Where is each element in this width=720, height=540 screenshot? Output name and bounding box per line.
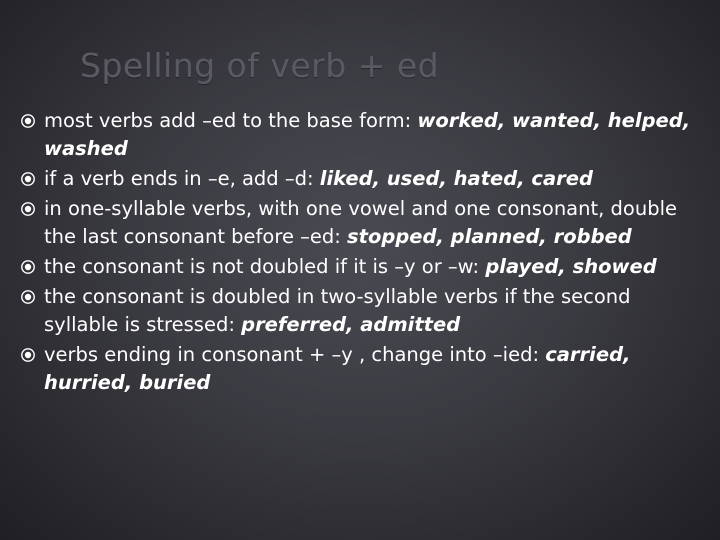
list-item bbox=[20, 341, 710, 397]
list-item bbox=[20, 283, 710, 339]
bullet-text bbox=[42, 283, 710, 339]
example-words: worked, wanted, helped, washed bbox=[44, 109, 691, 160]
target-circle-icon bbox=[20, 341, 42, 369]
rule-text: verbs ending in consonant + –y , change into –ied: bbox=[44, 343, 546, 366]
rule-text: in one-syllable verbs, with one vowel and one consonant, double the last consonant before –ed: bbox=[44, 197, 677, 248]
bullet-text bbox=[42, 165, 710, 193]
bullet-text bbox=[42, 195, 710, 251]
bullet-list bbox=[20, 107, 710, 399]
list-item bbox=[20, 107, 710, 163]
rule-text: the consonant is doubled in two-syllable verbs if the second syllable is stressed: bbox=[44, 285, 631, 336]
bullet-text bbox=[42, 253, 710, 281]
target-circle-icon bbox=[20, 253, 42, 281]
rule-text: the consonant is not doubled if it is –y or –w: bbox=[44, 255, 486, 278]
list-item bbox=[20, 165, 710, 193]
target-circle-icon bbox=[20, 165, 42, 193]
bullet-text bbox=[42, 107, 710, 163]
list-item bbox=[20, 253, 710, 281]
example-words: played, showed bbox=[485, 255, 657, 278]
bullet-text bbox=[42, 341, 710, 397]
example-words: carried, hurried, buried bbox=[44, 343, 631, 394]
rule-text: most verbs add –ed to the base form: bbox=[44, 109, 418, 132]
target-circle-icon bbox=[20, 283, 42, 311]
example-words: liked, used, hated, cared bbox=[319, 167, 593, 190]
slide-title: Spelling of verb + ed bbox=[80, 46, 440, 85]
example-words: stopped, planned, robbed bbox=[347, 225, 632, 248]
target-circle-icon bbox=[20, 107, 42, 135]
list-item bbox=[20, 195, 710, 251]
target-circle-icon bbox=[20, 195, 42, 223]
example-words: preferred, admitted bbox=[241, 313, 461, 336]
rule-text: if a verb ends in –e, add –d: bbox=[44, 167, 320, 190]
